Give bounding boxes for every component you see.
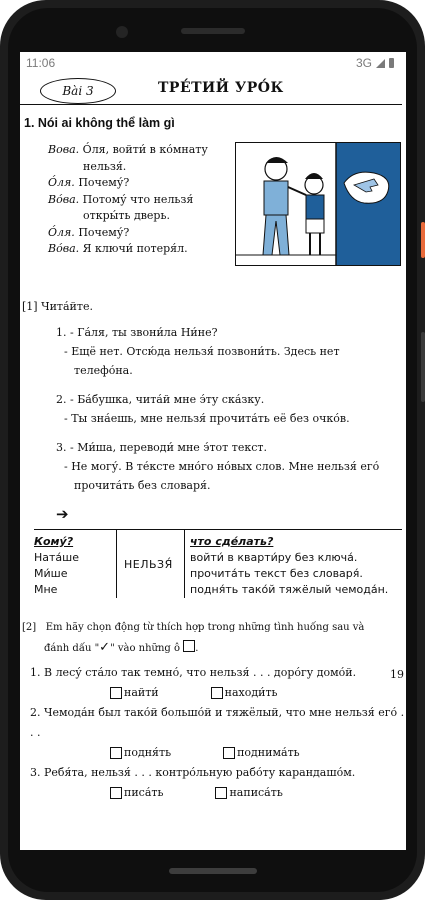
- dialog-text: [48, 142, 228, 258]
- answer-checkbox[interactable]: [110, 787, 122, 799]
- dialog-block: [20, 142, 406, 290]
- screen: [20, 52, 406, 850]
- dialog-line: Вова. О́ля, войти́ в ко́мнату нельзя́.: [48, 143, 208, 173]
- status-time: 11:06: [26, 56, 56, 70]
- textbook-page[interactable]: [20, 74, 406, 803]
- header-divider: [20, 104, 402, 105]
- grammar-cell: войти́ в кварти́ру без ключа́.: [190, 551, 358, 564]
- arrow-right-icon: ➔: [56, 505, 69, 523]
- exercise-2-question: 2. Чемода́н был тако́й большо́й и тяжёлый, что мне нельзя́ его́ . . .: [30, 706, 405, 739]
- exercise-2-question: 1. В лесу́ ста́ло так темно́, что нельзя́ . . . доро́гу домо́й.: [30, 666, 357, 679]
- dialog-line: Во́ва. Потому́ что нельзя́ откры́ть дверь.: [48, 192, 194, 222]
- answer-options: [30, 743, 406, 763]
- network-type: 3G: [355, 56, 372, 70]
- front-camera-icon: [116, 26, 128, 38]
- exercise-item: 2. - Ба́бушка, чита́й мне э́ту ска́зку. - Ты зна́ешь, мне нельзя́ прочита́ть её без очко́в.: [56, 393, 350, 425]
- dialog-illustration: [235, 142, 401, 266]
- status-icons: [356, 56, 394, 70]
- answer-option[interactable]: находи́ть: [211, 683, 278, 703]
- exercise-2-intro: [2] Em hãy chọn động từ thích hợp trong những tình huống sau và đánh dấu "✓" vào những ô .: [22, 622, 365, 655]
- answer-option[interactable]: написа́ть: [215, 783, 282, 803]
- dialog-line: Во́ва. Я ключи́ потеря́л.: [48, 242, 188, 255]
- checkmark-icon: ✓: [99, 640, 111, 655]
- answer-checkbox[interactable]: [110, 747, 122, 759]
- illustration-drawing: [236, 143, 400, 265]
- checkbox-sample: [183, 640, 195, 652]
- grammar-header-what: что сде́лать?: [190, 535, 274, 548]
- answer-checkbox[interactable]: [110, 687, 122, 699]
- answer-option[interactable]: поднима́ть: [223, 743, 300, 763]
- answer-option[interactable]: писа́ть: [110, 783, 163, 803]
- navigation-bar: [20, 850, 406, 892]
- exercise-2-items: [30, 663, 406, 803]
- lesson-title: ТРЕ́ТИЙ УРО́К: [158, 80, 284, 96]
- answer-checkbox[interactable]: [211, 687, 223, 699]
- grammar-column-who: [34, 534, 114, 598]
- dialog-line: О́ля. Почему́?: [48, 225, 130, 239]
- earpiece: [181, 28, 245, 34]
- grammar-cell: Ми́ше: [34, 567, 68, 580]
- exercise-2-question: 3. Ребя́та, нельзя́ . . . контро́льную рабо́ту карандашо́м.: [30, 766, 356, 779]
- battery-icon: [389, 58, 394, 68]
- grammar-cell: прочита́ть текст без словаря́.: [190, 567, 363, 580]
- grammar-column-what: [190, 534, 405, 598]
- exercise-1-list: [56, 323, 396, 495]
- lesson-badge: Bài 3: [40, 78, 116, 104]
- home-gesture-pill[interactable]: [169, 868, 257, 874]
- answer-options: [30, 783, 406, 803]
- answer-checkbox[interactable]: [215, 787, 227, 799]
- exercise-1-label: [1] Чита́йте.: [22, 300, 93, 313]
- volume-button[interactable]: [421, 332, 425, 402]
- dialog-line: О́ля. Почему́?: [48, 176, 130, 189]
- exercise-item: 3. - Ми́ша, переводи́ мне э́тот текст. - Не могу́. В те́ксте мно́го но́вых слов. Мне нельзя́ его́ прочита́ть без словаря́.: [56, 441, 380, 492]
- signal-icon: [376, 59, 385, 68]
- grammar-divider: [184, 530, 185, 598]
- grammar-header-who: Кому́?: [34, 535, 74, 548]
- grammar-cell: Мне: [34, 583, 58, 596]
- section-title: 1. Nói ai không thể làm gì: [24, 116, 175, 130]
- answer-option[interactable]: найти́: [110, 683, 159, 703]
- page-number: 19: [390, 668, 404, 681]
- lesson-header: [20, 74, 406, 106]
- grammar-keyword: НЕЛЬЗЯ́: [124, 558, 173, 571]
- grammar-divider: [116, 530, 117, 598]
- grammar-cell: Ната́ше: [34, 551, 79, 564]
- answer-options: [30, 683, 406, 703]
- grammar-table: [34, 529, 402, 598]
- exercise-2: [22, 618, 402, 659]
- grammar-cell: подня́ть тако́й тяжёлый чемода́н.: [190, 583, 389, 596]
- status-bar: [20, 52, 406, 74]
- exercise-item: 1. - Га́ля, ты звони́ла Ни́не? - Ещё нет. Отсю́да нельзя́ позвони́ть. Здесь нет телефо́на.: [56, 326, 340, 377]
- answer-option[interactable]: подня́ть: [110, 743, 171, 763]
- power-button[interactable]: [421, 222, 425, 258]
- answer-checkbox[interactable]: [223, 747, 235, 759]
